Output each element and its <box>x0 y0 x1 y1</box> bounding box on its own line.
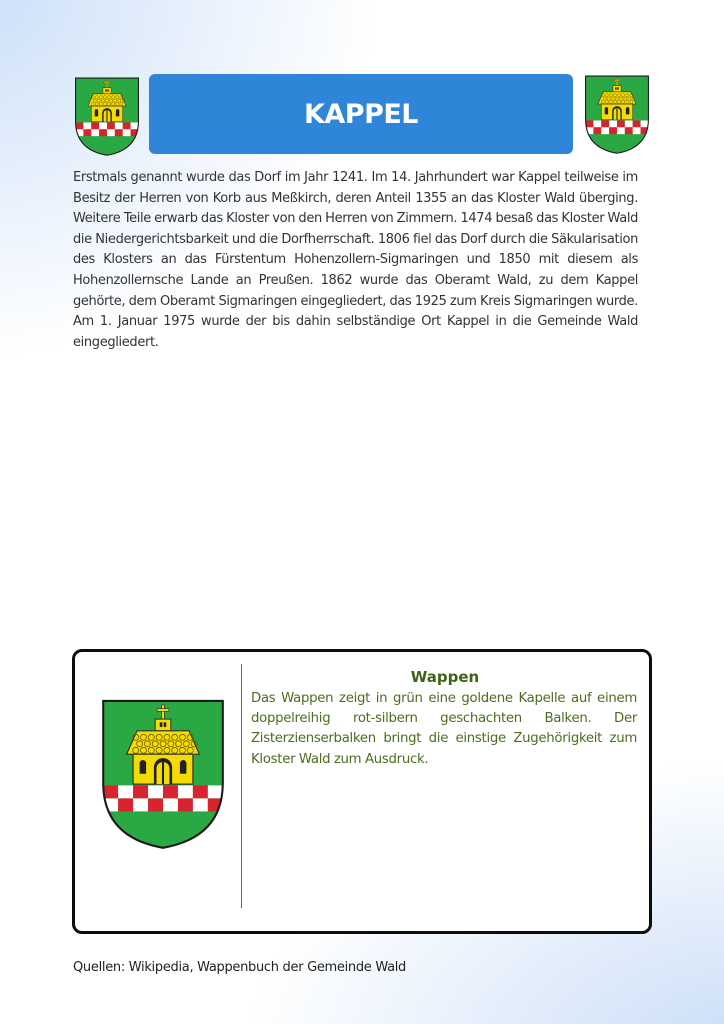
history-paragraph: Erstmals genannt wurde das Dorf im Jahr 1241. Im 14. Jahrhundert war Kappel teilweise im Besitz der Herren von Korb aus Meßkirch, deren Anteil 1355 an das Kloster Wald überging. Weitere Teile erwarb das Kloster von den Herren von Zimmern. 1474 besaß das Kloster Wald die Niedergerichtsbarkeit und die Dorfherrschaft. 1806 fiel das Dorf durch die Säkularisation des Klosters an das Fürstentum Hohenzollern-Sigmaringen und 1850 mit diesem als Hohenzollernsche Lande an Preußen. 1862 wurde das Oberamt Wald, zu dem Kappel gehörte, dem Oberamt Sigmaringen eingegliedert, das 1925 zum Kreis Sigmaringen wurde. Am 1. Januar 1975 wurde der bis dahin selbständige Ort Kappel in die Gemeinde Wald eingegliedert. <box>73 170 638 350</box>
title-banner <box>149 74 573 154</box>
wappen-description: Das Wappen zeigt in grün eine goldene Kapelle auf einem doppelreihig rot-silbern geschachten Balken. Der Zisterzienserbalken bringt die einstige Zugehörigkeit zum Kloster Wald zum Ausdruck. <box>251 691 637 767</box>
coat-of-arms-icon-right <box>582 74 652 156</box>
page-title: KAPPEL <box>303 98 419 130</box>
coat-of-arms-icon-left <box>72 76 142 158</box>
wappen-heading: Wappen <box>410 668 480 686</box>
sources-footer: Quellen: Wikipedia, Wappenbuch der Gemeinde Wald <box>73 960 406 975</box>
card-divider <box>241 664 242 908</box>
coat-of-arms-icon-large <box>95 697 231 853</box>
wappen-card <box>72 649 652 934</box>
